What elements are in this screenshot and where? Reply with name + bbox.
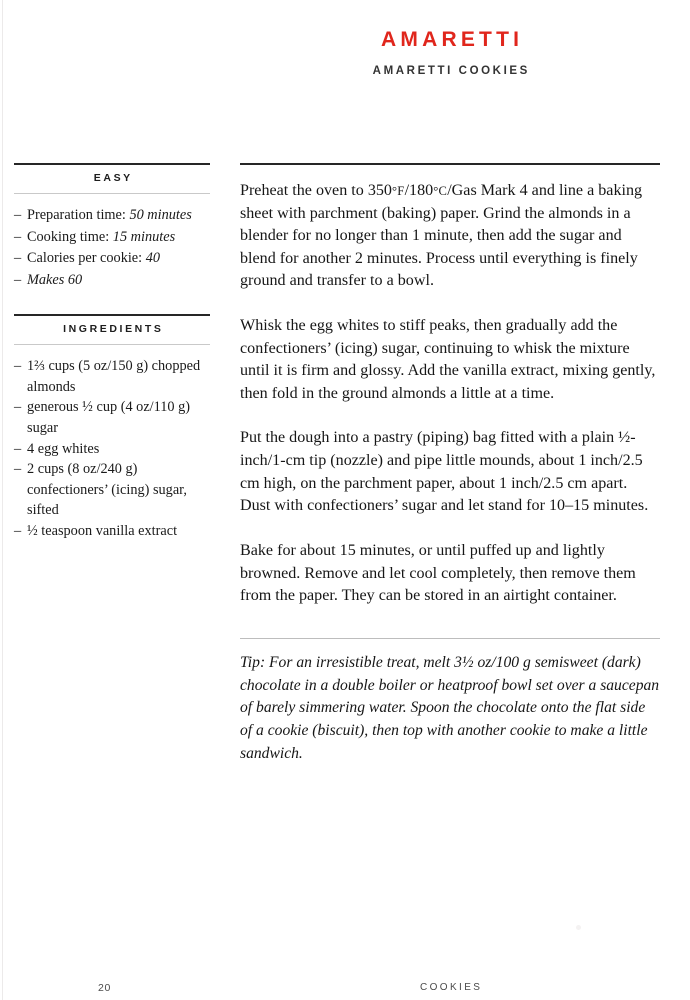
- ingredients-label: INGREDIENTS: [63, 323, 164, 336]
- ingredients-panel: [14, 314, 210, 541]
- meta-label: Cooking time:: [27, 228, 113, 245]
- content-top-rule: [240, 163, 660, 165]
- meta-value: 40: [145, 250, 161, 267]
- print-artifact: [576, 925, 581, 930]
- footer-section-label: COOKIES: [420, 982, 483, 993]
- difficulty-label: EASY: [93, 172, 133, 184]
- page-number: 20: [98, 982, 111, 994]
- ingredients-panel-header: [14, 314, 210, 345]
- meta-value: 15 minutes: [112, 228, 176, 245]
- list-item: [14, 248, 210, 269]
- step-text-before: Preheat the oven to 350: [240, 182, 392, 199]
- meta-label: Preparation time:: [27, 207, 130, 223]
- instruction-step: [240, 180, 660, 293]
- degrees-fahrenheit: °F: [391, 184, 405, 198]
- difficulty-panel-header: [14, 163, 210, 194]
- instruction-step: Whisk the egg whites to stiff peaks, then gradually add the confectioners’ (icing) sugar, continuing to whisk the mixture until it is firm and glossy. Add the vanilla extract, mixing gently, then fold in the ground almonds a little at a time.: [240, 317, 656, 402]
- list-item: [14, 205, 210, 226]
- recipe-meta-list: [14, 205, 210, 290]
- meta-value: 50 minutes: [129, 207, 192, 223]
- tip-text: Tip: For an irresistible treat, melt 3½ oz/100 g semisweet (dark) chocolate in a double boiler or heatproof bowl set over a saucepan of barely simmering water. Spoon the chocolate onto the flat side of a cookie (biscuit), then top with another cookie to make a little sandwich.: [240, 653, 660, 762]
- step-text-middle: /180: [404, 182, 434, 199]
- meta-value: Makes 60: [27, 271, 83, 288]
- tip-divider: [240, 638, 660, 639]
- list-item: – generous ½ cup (4 oz/110 g) sugar: [14, 397, 210, 438]
- meta-label: Calories per cookie:: [27, 250, 146, 267]
- gutter-rule: [2, 0, 3, 1000]
- recipe-header: [240, 28, 660, 78]
- list-item: – 4 egg whites: [14, 439, 210, 460]
- degrees-celsius: °C: [433, 184, 448, 198]
- list-item: [14, 227, 210, 248]
- list-item: – 1⅔ cups (5 oz/150 g) chopped almonds: [14, 356, 210, 397]
- page-title: AMARETTI: [381, 28, 524, 51]
- sidebar: [14, 163, 210, 566]
- list-item: [14, 270, 210, 291]
- list-item: – 2 cups (8 oz/240 g) confectioners’ (icing) sugar, sifted: [14, 459, 210, 521]
- step-text-after: /Gas Mark 4 and line a baking sheet with parchment (baking) paper. Grind the almonds in a blender for no longer than 1 minute, then add the sugar and blend for another 2 minutes. Process until everything is finely ground and transfer to a bowl.: [240, 182, 643, 290]
- instruction-step: Bake for about 15 minutes, or until puffed up and lightly browned. Remove and let cool completely, then remove them from the paper. They can be stored in an airtight container.: [240, 541, 636, 605]
- instruction-step: Put the dough into a pastry (piping) bag fitted with a plain ½-inch/1-cm tip (nozzle) and pipe little mounds, about 1 inch/2.5 cm high, on the parchment paper, about 1 inch/2.5 cm apart. Dust with confectioners’ sugar and let stand for 10–15 minutes.: [240, 429, 649, 515]
- page-subtitle: AMARETTI COOKIES: [372, 65, 530, 78]
- tip-block: [240, 638, 660, 766]
- difficulty-panel: [14, 163, 210, 290]
- ingredients-list: [14, 356, 210, 541]
- list-item: – ½ teaspoon vanilla extract: [14, 521, 210, 542]
- instructions-column: [240, 163, 660, 766]
